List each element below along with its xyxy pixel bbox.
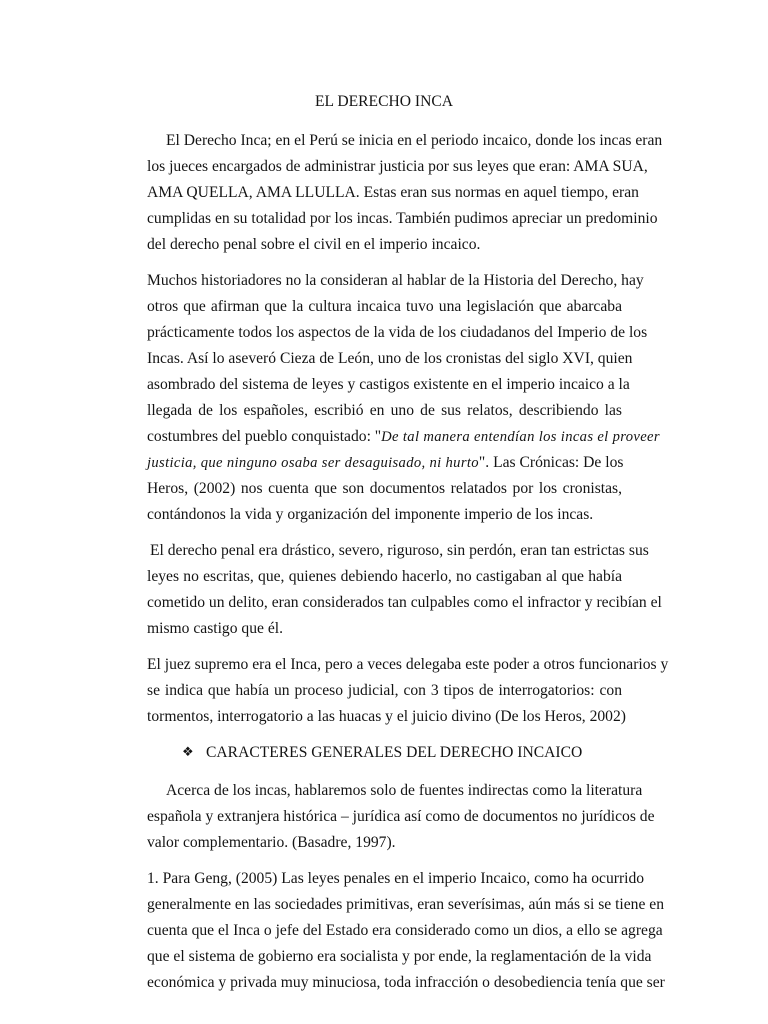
paragraph-6-line: cuenta que el Inca o jefe del Estado era considerado como un dios, a ello se agrega (147, 922, 663, 939)
paragraph-3-line: El derecho penal era drástico, severo, riguroso, sin perdón, eran tan estrictas sus (150, 542, 649, 559)
bullet-diamond-icon: ❖ (182, 745, 194, 760)
paragraph-2-line (147, 453, 622, 473)
paragraph-1-line: cumplidas en su totalidad por los incas. También pudimos apreciar un predominio (147, 210, 658, 227)
paragraph-2-line: contándonos la vida y organización del imponente imperio de los incas. (147, 506, 594, 523)
paragraph-3-line: leyes no escritas, que, quienes debiendo hacerlo, no castigaban al que había (147, 568, 622, 585)
paragraph-1-line: AMA QUELLA, AMA LLULLA. Estas eran sus normas en aquel tiempo, eran (147, 184, 639, 201)
quote-italic: justicia, que ninguno osaba ser desaguisado, ni hurto (147, 455, 479, 471)
paragraph-2-text: ". Las Crónicas: De los (478, 454, 624, 471)
paragraph-2-line (147, 427, 660, 447)
paragraph-4-line: tormentos, interrogatorio a las huacas y el juicio divino (De los Heros, 2002) (147, 708, 626, 725)
paragraph-6-line: que el sistema de gobierno era socialista y por ende, la reglamentación de la vida (147, 948, 652, 965)
section-heading: CARACTERES GENERALES DEL DERECHO INCAICO (206, 744, 583, 761)
paragraph-2-line: llegada de los españoles, escribió en uno de sus relatos, describiendo las (147, 402, 622, 419)
paragraph-4-line: El juez supremo era el Inca, pero a veces delegaba este poder a otros funcionarios y (147, 656, 669, 673)
paragraph-5-line: española y extranjera histórica – jurídica así como de documentos no jurídicos de (147, 808, 655, 825)
document-title: EL DERECHO INCA (314, 93, 454, 110)
paragraph-6-line: 1. Para Geng, (2005) Las leyes penales en el imperio Incaico, como ha ocurrido (147, 870, 645, 887)
paragraph-1-line: del derecho penal sobre el civil en el imperio incaico. (147, 236, 481, 253)
paragraph-1-line: El Derecho Inca; en el Perú se inicia en el periodo incaico, donde los incas eran (166, 132, 663, 149)
quote-italic: De tal manera entendían los incas el proveer (381, 429, 660, 445)
paragraph-2-line: Incas. Así lo aseveró Cieza de León, uno de los cronistas del siglo XVI, quien (147, 350, 633, 367)
paragraph-3-line: cometido un delito, eran considerados tan culpables como el infractor y recibían el (147, 594, 662, 611)
paragraph-2-line: Muchos historiadores no la consideran al hablar de la Historia del Derecho, hay (147, 272, 644, 289)
paragraph-3-line: mismo castigo que él. (147, 620, 283, 637)
paragraph-5-line: Acerca de los incas, hablaremos solo de fuentes indirectas como la literatura (166, 782, 643, 799)
paragraph-2-line: asombrado del sistema de leyes y castigos existente en el imperio incaico a la (147, 376, 630, 393)
paragraph-6-line: económica y privada muy minuciosa, toda infracción o desobediencia tenía que ser (147, 974, 665, 991)
paragraph-5-line: valor complementario. (Basadre, 1997). (147, 834, 396, 851)
paragraph-6-line: generalmente en las sociedades primitivas, eran severísimas, aún más si se tiene en (147, 896, 665, 913)
paragraph-2-text: costumbres del pueblo conquistado: " (147, 428, 382, 445)
paragraph-2-line: otros que afirman que la cultura incaica tuvo una legislación que abarcaba (147, 298, 622, 315)
paragraph-4-line: se indica que había un proceso judicial, con 3 tipos de interrogatorios: con (147, 682, 622, 699)
paragraph-2-line: Heros, (2002) nos cuenta que son documentos relatados por los cronistas, (147, 480, 622, 497)
paragraph-2-line: prácticamente todos los aspectos de la vida de los ciudadanos del Imperio de los (147, 324, 648, 341)
paragraph-1-line: los jueces encargados de administrar justicia por sus leyes que eran: AMA SUA, (147, 158, 648, 175)
